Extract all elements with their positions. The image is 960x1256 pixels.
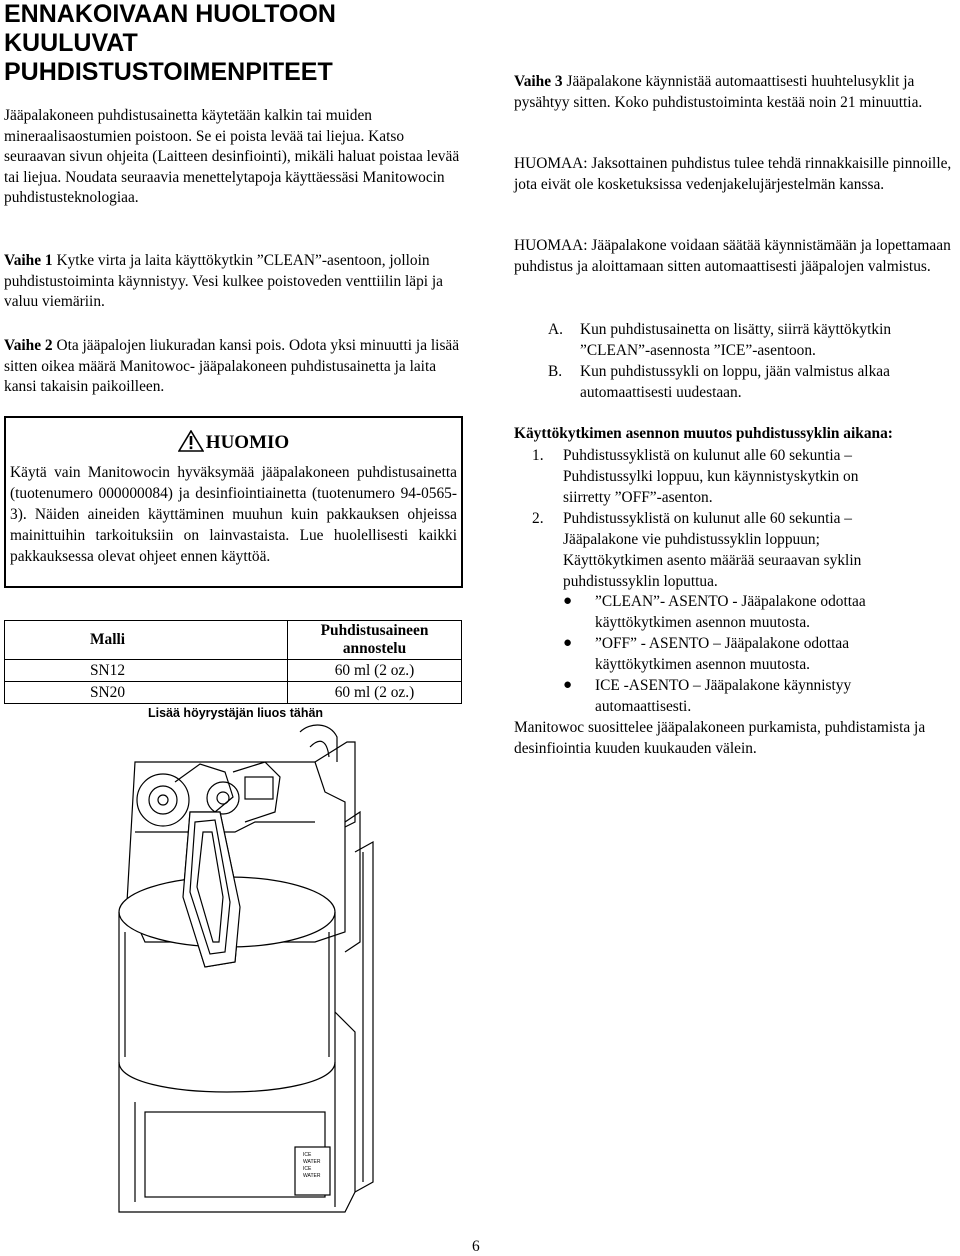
list-item: [548, 319, 960, 361]
page-heading: [4, 0, 464, 87]
heading-line-1: ENNAKOIVAAN HUOLTOON: [4, 0, 336, 28]
warning-text: Käytä vain Manitowocin hyväksymää jääpalakoneen puhdistusainetta (tuotenumero 000000084) ja desinfiointiainetta (tuotenumero 94-0565-3). Näiden aineiden käyttäminen muuhun kuin pakkauksen ohjeissa mainittuihin tarkoituksiin on lainvastaista. Lue huolellisesti kaikki pakkauksessa olevat ohjeet ennen käyttöä.: [10, 464, 457, 565]
warning-triangle-icon: [178, 430, 204, 452]
step-2-label: Vaihe 2: [4, 337, 53, 354]
table-header-row: [5, 621, 462, 660]
panel-label-ice: ICE: [303, 1152, 312, 1158]
list-item: [563, 591, 903, 633]
step-1-label: Vaihe 1: [4, 252, 53, 269]
step-3-label: Vaihe 3: [514, 73, 563, 90]
closing-paragraph: Manitowoc suosittelee jääpalakoneen purkamista, puhdistamista ja desinfiointia kuuden kuukauden välein.: [514, 719, 926, 757]
bullet-icon: ●: [563, 677, 573, 693]
heading-line-3: PUHDISTUSTOIMENPITEET: [4, 58, 333, 86]
step-1-text: Kytke virta ja laita käyttökytkin ”CLEAN”-asentoon, jolloin puhdistustoiminta käynnistyy. Vesi kulkee poistoveden venttiilin läpi ja valuu viemäriin.: [4, 252, 444, 310]
bullet-icon: ●: [563, 635, 573, 651]
warning-title-text: HUOMIO: [205, 432, 290, 453]
table-cell-dose: 60 ml (2 oz.): [288, 682, 462, 704]
switch-heading-text: Käyttökytkimen asennon muutos puhdistussyklin aikana:: [514, 425, 893, 442]
list-item-text: Kun puhdistussykli on loppu, jään valmistus alkaa automaattisesti uudestaan.: [580, 363, 890, 401]
table-cell-dose: 60 ml (2 oz.): [288, 660, 462, 682]
list-item-text: ICE -ASENTO – Jääpalakone käynnistyy automaattisesti.: [595, 677, 852, 715]
list-item-text: Puhdistussyklistä on kulunut alle 60 sekuntia – Jääpalakone vie puhdistussyklin loppuun; Käyttökytkimen asento määrää seuraavan syklin puhdistussyklin loputtua.: [563, 510, 862, 590]
list-marker: 1.: [532, 447, 544, 464]
numbered-list: [532, 445, 902, 592]
list-marker: 2.: [532, 510, 544, 527]
step-1-paragraph: [4, 251, 464, 313]
panel-label-water: WATER: [303, 1173, 321, 1179]
list-item: [563, 633, 903, 675]
bullet-icon: ●: [563, 593, 573, 609]
step-3-text: Jääpalakone käynnistää automaattisesti huuhtelusyklit ja pysähtyy sitten. Koko puhdistustoiminta kestää noin 21 minuuttia.: [514, 73, 923, 111]
list-item: [532, 445, 902, 508]
heading-line-2: KUULUVAT: [4, 29, 138, 57]
ice-machine-illustration: [115, 702, 375, 1242]
warning-title: [6, 430, 461, 454]
list-item-text: ”CLEAN”- ASENTO - Jääpalakone odottaa käyttökytkimen asennon muutosta.: [595, 593, 866, 631]
table-cell-model: SN12: [5, 660, 288, 682]
ab-list: [548, 319, 960, 403]
table-row: [5, 660, 462, 682]
page-number: 6: [472, 1238, 480, 1255]
step-2-text: Ota jääpalojen liukuradan kansi pois. Odota yksi minuutti ja lisää sitten oikea määrä Manitowoc- jääpalakoneen puhdistusainetta ja laita kansi takaisin paikoilleen.: [4, 337, 460, 395]
switch-heading: [514, 424, 960, 445]
list-item: [563, 675, 903, 717]
table-row: [5, 682, 462, 704]
list-item: [532, 508, 902, 592]
note-2: HUOMAA: Jääpalakone voidaan säätää käynnistämään ja lopettamaan puhdistus ja aloittamaan sitten automaattisesti jääpalojen valmistus.: [514, 237, 951, 275]
bullet-list: [563, 591, 903, 717]
list-item: [548, 361, 960, 403]
step-2-paragraph: [4, 336, 464, 398]
note-1: HUOMAA: Jaksottainen puhdistus tulee tehdä rinnakkaisille pinnoille, jota eivät ole kosketuksissa vedenjakelujärjestelmän kanssa.: [514, 155, 952, 193]
panel-label-water: WATER: [303, 1159, 321, 1165]
list-marker: A.: [548, 321, 563, 338]
list-marker: B.: [548, 363, 563, 380]
list-item-text: Puhdistussyklistä on kulunut alle 60 sekuntia – Puhdistussylki loppuu, kun käynnistyskytkin on siirretty ”OFF”-asenton.: [563, 447, 859, 506]
warning-box: [4, 416, 463, 588]
list-item-text: Kun puhdistusainetta on lisätty, siirrä käyttökytkin ”CLEAN”-asennosta ”ICE”-asentoon.: [580, 321, 892, 359]
step-3-paragraph: [514, 72, 960, 113]
panel-label-ice: ICE: [303, 1166, 312, 1172]
table-cell-model: SN20: [5, 682, 288, 704]
table-header-model: Malli: [5, 621, 288, 660]
table-header-dose: Puhdistusaineen annostelu: [288, 621, 462, 660]
dose-table: [4, 620, 462, 704]
list-item-text: ”OFF” - ASENTO – Jääpalakone odottaa käyttökytkimen asennon muutosta.: [595, 635, 850, 673]
figure-caption: Lisää höyrystäjän liuos tähän: [148, 706, 324, 720]
intro-paragraph: Jääpalakoneen puhdistusainetta käytetään kalkin tai muiden mineraalisaostumien poistoon. Se ei poista levää tai liejua. Katso seuraavan sivun ohjeita (Laitteen desinfiointi), mikäli haluat poistaa levää tai liejua. Noudata seuraavia menettelytapoja käyttäessäsi Manitowocin puhdistusteknologiaa.: [4, 107, 460, 206]
